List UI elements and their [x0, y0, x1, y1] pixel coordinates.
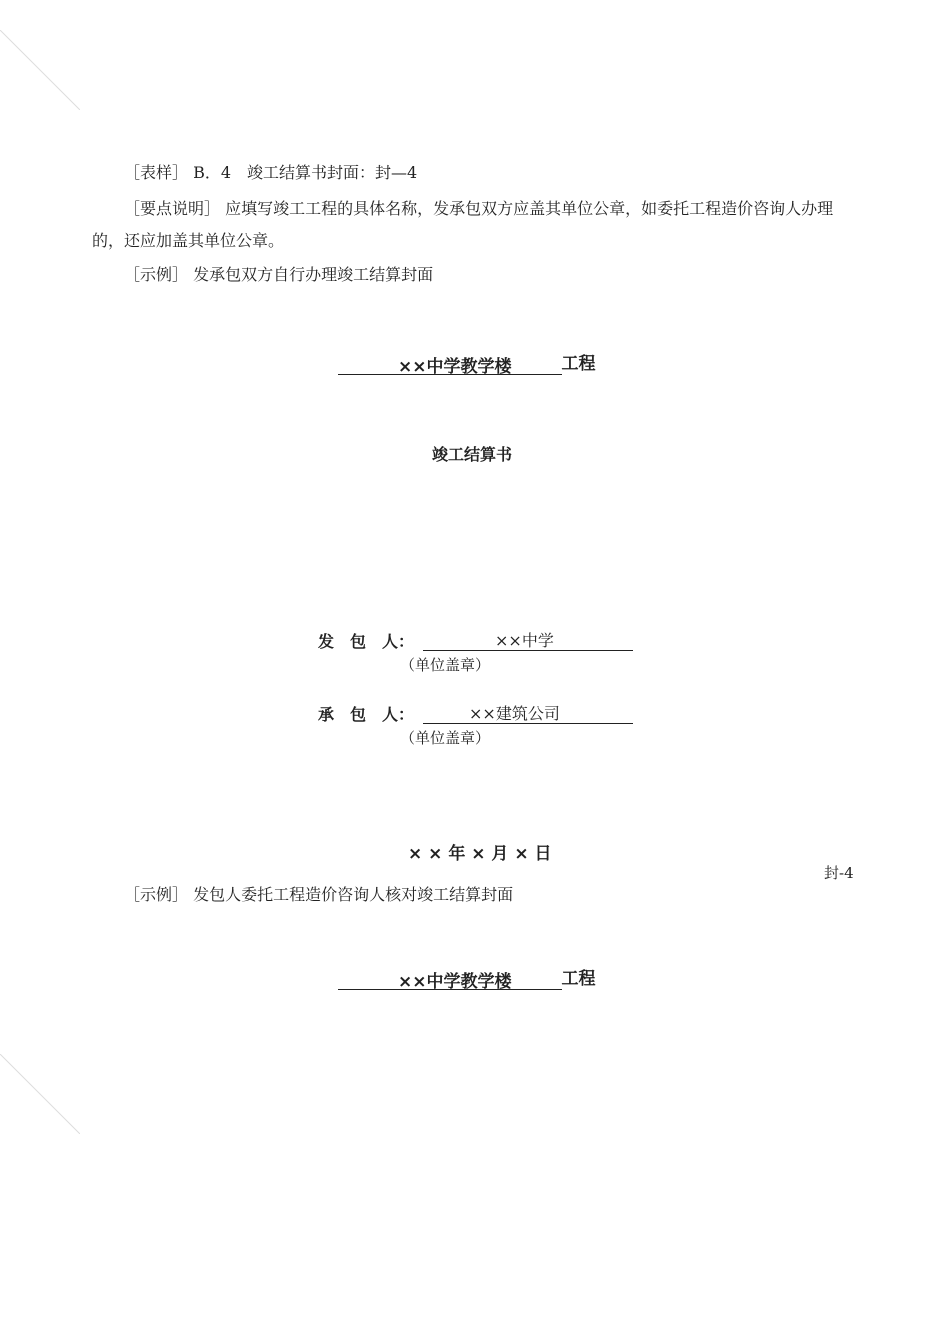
- project-title-2: [338, 968, 596, 990]
- project-title: [338, 353, 596, 375]
- project-underline-right: [512, 356, 562, 375]
- page-code: 封-4: [824, 864, 854, 882]
- contractor-value: ××建筑公司: [423, 704, 633, 724]
- project2-name: ××中学教学楼: [398, 972, 512, 992]
- example1-label: ［示例］ 发承包双方自行办理竣工结算封面: [124, 265, 434, 284]
- project2-suffix: 工程: [561, 969, 596, 989]
- cover-date: × × 年 × 月 × 日: [408, 844, 552, 864]
- project-suffix: 工程: [561, 354, 596, 374]
- project2-underline-left: [338, 971, 398, 990]
- key-points-paragraph: ［要点说明］ 应填写竣工工程的具体名称，发承包双方应盖其单位公章，如委托工程造价咨询人办理的，还应加盖其单位公章。: [92, 199, 834, 250]
- employer-value: ××中学: [423, 631, 633, 651]
- contractor-seal-note: （单位盖章）: [400, 729, 491, 747]
- example2-label: ［示例］ 发包人委托工程造价咨询人核对竣工结算封面: [124, 885, 514, 904]
- document-title: 竣工结算书: [432, 445, 513, 464]
- project2-underline-right: [512, 971, 562, 990]
- employer-seal-note: （单位盖章）: [400, 656, 491, 674]
- contractor-label: 承 包 人：: [318, 705, 415, 724]
- corner-decoration-bottom: [0, 1054, 80, 1134]
- corner-decoration-top: [0, 30, 80, 110]
- project-underline-left: [338, 356, 398, 375]
- employer-label: 发 包 人：: [318, 632, 415, 651]
- table-reference: ［表样］ B．4 竣工结算书封面：封—4: [124, 163, 418, 182]
- project-name: ××中学教学楼: [398, 357, 512, 377]
